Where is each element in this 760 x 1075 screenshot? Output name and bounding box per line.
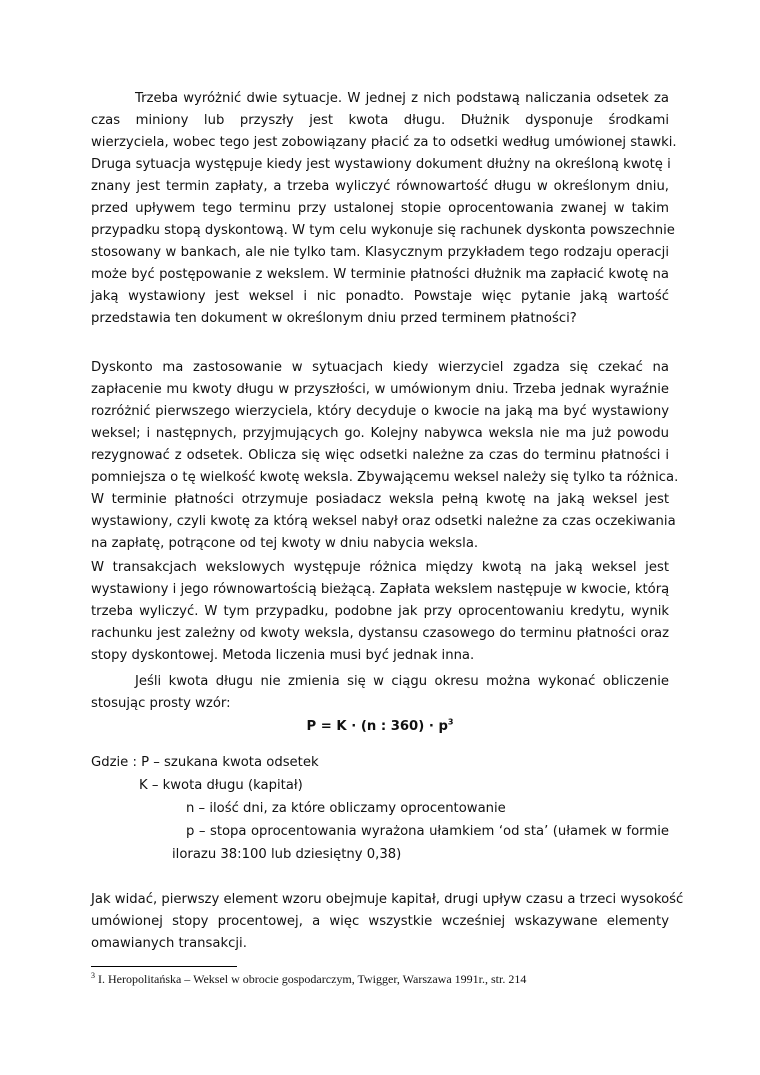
p1-line-4: Druga sytuacja występuje kiedy jest wystawiony dokument dłużny na określoną kwotę i — [91, 157, 671, 172]
p1-line-2: czas miniony lub przyszły jest kwota długu. Dłużnik dysponuje środkami — [91, 113, 669, 128]
p2-line-7: W terminie płatności otrzymuje posiadacz weksla pełną kwotę na jaką weksel jest — [91, 492, 669, 507]
footnote-separator — [91, 966, 237, 967]
p2-line-8: wystawiony, czyli kwotę za którą weksel nabył oraz odsetki należne za czas oczekiwania — [91, 514, 676, 529]
p1-line-10: jaką wystawiony jest weksel i nic ponadto. Powstaje więc pytanie jaką wartość — [91, 289, 669, 304]
p1-line-1: Trzeba wyróżnić dwie sytuacje. W jednej z nich podstawą naliczania odsetek za — [135, 91, 669, 106]
formula — [91, 716, 669, 738]
p5-line-3: omawianych transakcji. — [91, 936, 247, 951]
p1-line-6: przed upływem tego terminu przy ustalonej stopie oprocentowania zwanej w takim — [91, 201, 669, 216]
formula-footnote-mark: 3 — [447, 717, 454, 727]
footnote-mark: 3 — [91, 971, 95, 980]
p1-line-8: stosowany w bankach, ale nie tylko tam. Klasycznym przykładem tego rodzaju operacji — [91, 245, 669, 260]
footnote — [91, 970, 526, 988]
p3-line-2: wystawiony i jego równowartością bieżącą. Zapłata wekslem następuje w kwocie, którą — [91, 582, 670, 597]
legend-p-line-1: p – stopa oprocentowania wyrażona ułamkiem ‘od sta’ (ułamek w formie — [186, 824, 669, 839]
p3-line-5: stopy dyskontowej. Metoda liczenia musi być jednak inna. — [91, 648, 475, 663]
p2-line-2: zapłacenie mu kwoty długu w przyszłości, w umówionym dniu. Trzeba jednak wyraźnie — [91, 382, 669, 397]
p2-line-9: na zapłatę, potrącone od tej kwoty w dniu nabycia weksla. — [91, 536, 479, 551]
p2-line-3: rozróżnić pierwszego wierzyciela, który decyduje o kwocie na jaką ma być wystawiony — [91, 404, 669, 419]
p2-line-5: rezygnować z odsetek. Oblicza się więc odsetki należne za czas do terminu płatności i — [91, 448, 669, 463]
p1-line-7: przypadku stopą dyskontową. W tym celu wykonuje się rachunek dyskonta powszechnie — [91, 223, 675, 238]
p3-line-4: rachunku jest zależny od kwoty weksla, dystansu czasowego do terminu płatności oraz — [91, 626, 669, 641]
p1-line-3: wierzyciela, wobec tego jest zobowiązany płacić za to odsetki według umówionej stawki. — [91, 135, 677, 150]
p4-line-1: Jeśli kwota długu nie zmienia się w ciągu okresu można wykonać obliczenie — [135, 674, 669, 689]
p1-line-9: może być postępowanie z wekslem. W terminie płatności dłużnik ma zapłacić kwotę na — [91, 267, 669, 282]
legend-n: n – ilość dni, za które obliczamy oprocentowanie — [186, 801, 506, 816]
footnote-text: I. Heropolitańska – Weksel w obrocie gospodarczym, Twigger, Warszawa 1991r., str. 214 — [95, 972, 527, 986]
p4-line-2: stosując prosty wzór: — [91, 696, 231, 711]
p1-line-11: przedstawia ten dokument w określonym dniu przed terminem płatności? — [91, 311, 577, 326]
formula-text: P = K · (n : 360) · p — [306, 719, 448, 734]
legend-k: K – kwota długu (kapitał) — [139, 778, 303, 793]
p5-line-2: umówionej stopy procentowej, a więc wszystkie wcześniej wskazywane elementy — [91, 914, 669, 929]
p2-line-4: weksel; i następnych, przyjmujących go. Kolejny nabywca weksla nie ma już powodu — [91, 426, 669, 441]
p3-line-1: W transakcjach wekslowych występuje różnica między kwotą na jaką weksel jest — [91, 560, 669, 575]
legend-p-line-2: ilorazu 38:100 lub dziesiętny 0,38) — [172, 847, 402, 862]
legend-intro: Gdzie : P – szukana kwota odsetek — [91, 755, 319, 770]
p5-line-1: Jak widać, pierwszy element wzoru obejmuje kapitał, drugi upływ czasu a trzeci wysokość — [91, 892, 684, 907]
p3-line-3: trzeba wyliczyć. W tym przypadku, podobne jak przy oprocentowaniu kredytu, wynik — [91, 604, 669, 619]
p2-line-6: pomniejsza o tę wielkość kwotę weksla. Zbywającemu weksel należy się tylko ta różnica. — [91, 470, 679, 485]
p2-line-1: Dyskonto ma zastosowanie w sytuacjach kiedy wierzyciel zgadza się czekać na — [91, 360, 669, 375]
p1-line-5: znany jest termin zapłaty, a trzeba wyliczyć równowartość długu w określonym dniu, — [91, 179, 669, 194]
